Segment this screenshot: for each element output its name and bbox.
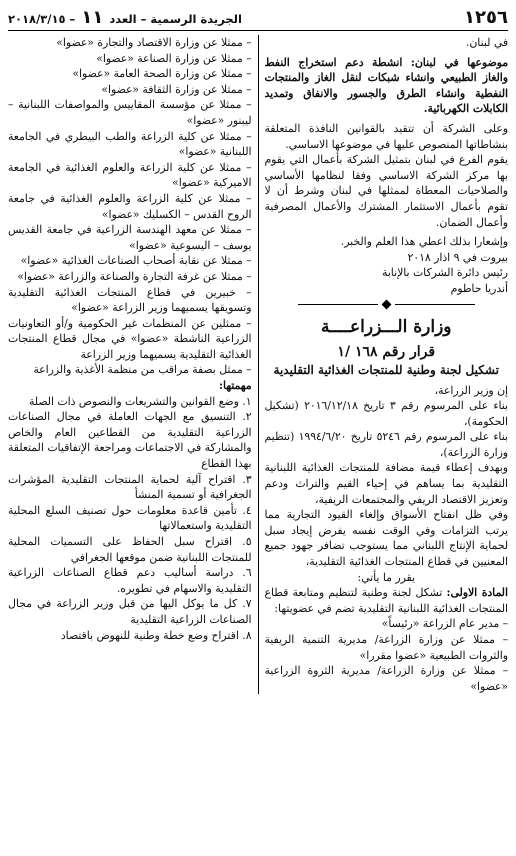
member-item: – ممثلا عن غرفة التجارة والصناعة والزراعة «عضوا»: [17, 269, 252, 283]
journal-header: [8, 7, 242, 28]
article-1-text: تشكل لجنة وطنية لتنظيم ومتابعة قطاع المنتجات الغذائية اللبنانية التقليدية تضم في عضويتها:: [264, 586, 508, 615]
branch-text: يقوم الفرع في لبنان بتمثيل الشركة بأعمال التي يقوم بها مركز الشركة الاساسي وفقا لنظامها الأساسي والصلاحيات المعطاة لممثلها في لبنان وشرط أن لا تقوم بأعمال الاستثمار المشترك والأعمال المصرفية وأعمال الضمان.: [264, 153, 508, 229]
article-1: [265, 585, 509, 616]
member-item: – ممثلا عن مؤسسة المقاييس والمواصفات اللبنانية – ليبنور «عضوا»: [8, 98, 252, 127]
ornament-diamond: [381, 299, 391, 309]
sign-place-date: بيروت في ٩ اذار ٢٠١٨: [407, 250, 508, 264]
member-item: – ممثلا عن وزارة الصحة العامة «عضوا»: [72, 67, 252, 81]
article-1-label: المادة الاولى:: [446, 586, 508, 600]
basis-markets: وفي ظل انفتاح الأسواق وإلغاء القيود التجارية مما يرتب التزامات وفي الوقت نفسه يفرض إيجاد سبل لحماية الإنتاج اللبناني مما يستوجب تضافر جهود جميع المعنيين في قطاع المنتجات الغذائية التقليدية،: [264, 508, 508, 569]
issue-number: ١١: [81, 7, 104, 28]
obligations-text: وعلى الشركة أن تتقيد بالقوانين النافذة المتعلقة بنشاطاتها المنصوص عليها في موضوعها الاساسي.: [264, 121, 508, 151]
task-item: ٢. التنسيق مع الجهات العاملة في مجال الصناعات الزراعية التقليدية من القطاعين العام والخاص والمشاركة في الاجتماعات ومراجعة الإتفاقيات المتعلقة بهذا القطاع: [8, 410, 252, 471]
minister-line: إن وزير الزراعة،: [434, 383, 508, 397]
subject-text: انشطة دعم استخراج النفط والغاز الطبيعي وانشاء شبكات لنقل الغاز والمنتجات النفطية وانشاء الطرق والجسور والانفاق وتمديد الكابلات الكهربائية.: [264, 55, 508, 116]
column-divider: [258, 35, 259, 694]
task-item: ١. وضع القوانين والتشريعات والنصوص ذات الصلة: [28, 394, 252, 408]
member-item: – ممثلا عن معهد الهندسة الزراعية في جامعة القديس يوسف – اليسوعية «عضوا»: [8, 223, 252, 252]
issue-date: – ٢٠١٨/٣/١٥: [8, 12, 76, 26]
member-item: – ممثلا عن كلية الزراعة والعلوم الغذائية في جامعة الروح القدس – الكسليك «عضوا»: [8, 191, 252, 221]
member-item: – مدير عام الزراعة «رئيساً»: [381, 617, 508, 631]
sign-name: أندريا حاطوم: [450, 281, 508, 295]
task-item: ٦. دراسة أساليب دعم قطاع الصناعات الزراعية التقليدية والاسهام في تطويره.: [8, 566, 252, 595]
member-item: – ممثلا عن وزارة الصناعة «عضوا»: [96, 51, 252, 65]
company-subject: [265, 55, 509, 117]
basis-goal: وبهدف إعطاء قيمة مضافة للمنتجات الغذائية اللبنانية التقليدية بما يساهم في إحياء القيم والتراث ودعم وتعزيز الاقتصاد الريفي والمجتمعات الريفية،: [264, 461, 508, 506]
columns: [8, 35, 508, 694]
member-item: – ممثلا عن كلية الزراعة والطب البيطري في الجامعة اللبنانية «عضوا»: [8, 129, 252, 159]
notice-text: وإشعارا بذلك اعطي هذا العلم والخبر.: [340, 235, 508, 249]
member-item: – ممثلا عن نقابة أصحاب الصناعات الغذائية «عضوا»: [20, 254, 252, 268]
basis-decree-2: بناء على المرسوم رقم ٥٢٤٦ تاريخ ١٩٩٤/٦/٢٠ (تنظيم وزارة الزراعة)،: [264, 430, 508, 459]
separator-ornament: [265, 301, 509, 308]
subject-label: موضوعها في لبنان:: [410, 55, 508, 69]
intro-text: في لبنان.: [465, 36, 508, 49]
task-item: ٤. تأمين قاعدة معلومات حول تصنيف السلع المحلية التقليدية واستعمالاتها: [8, 503, 252, 533]
decision-number: قرار رقم ١٦٨ /١: [337, 343, 436, 360]
ornament-line: [298, 304, 378, 305]
page-header: [8, 6, 508, 31]
decision-title: تشكيل لجنة وطنية للمنتجات الغذائية التقليدية: [273, 362, 499, 377]
sign-title: رئيس دائرة الشركات بالإنابة: [382, 266, 508, 280]
task-item: ٣. اقتراح آلية لحماية المنتجات التقليدية المؤشرات الجغرافية أو تسمية المنشأ: [8, 472, 252, 502]
journal-name: الجريدة الرسمية – العدد: [109, 12, 242, 26]
right-column: [265, 35, 509, 694]
ornament-line: [395, 304, 475, 305]
member-item: – ممثلا عن وزارة الثقافة «عضوا»: [101, 82, 252, 96]
left-column: [8, 35, 252, 694]
member-item: – ممثلا عن وزارة الزراعة/ مديرية التنمية الريفية والثروات الطبيعية «عضوا مقررا»: [264, 633, 508, 662]
basis-decree-1: بناء على المرسوم رقم ٣ تاريخ ٢٠١٦/١٢/١٨ (تشكيل الحكومة)،: [264, 399, 508, 428]
member-item: – خبيرين في قطاع المنتجات الغذائية التقليدية وتسويقها يسميهما وزير الزراعة «عضوا»: [8, 285, 252, 315]
member-item: – ممثلا عن كلية الزراعة والعلوم الغذائية في الجامعة الاميركية «عضوا»: [8, 160, 252, 190]
member-item: – ممثلا عن وزارة الزراعة/ مديرية الثروة الزراعية «عضوا»: [264, 664, 508, 693]
page-number: ١٢٥٦: [464, 7, 508, 28]
ministry-title: وزارة الـــزراعــــة: [320, 316, 452, 337]
member-item: – ممثل بصفة مراقب من منظمة الأغذية والزراعة: [33, 363, 252, 377]
member-item: – ممثلين عن المنظمات غير الحكومية و/أو التعاونيات الزراعية الناشطة «عضوا» في مجال قطاع المنتجات الغذائية التقليدية يسميهما وزير الزراعة: [8, 316, 252, 361]
decides-line: يقرر ما يأتي:: [357, 570, 415, 584]
member-item: – ممثلا عن وزارة الاقتصاد والتجارة «عضوا»: [56, 36, 252, 49]
task-item: ٧. كل ما يوكل اليها من قبل وزير الزراعة في مجال الصناعات الزراعية التقليدية: [8, 597, 252, 626]
task-item: ٨. اقتراح وضع خطة وطنية للنهوض باقتصاد: [60, 628, 252, 642]
task-item: ٥. اقتراح سبل الحفاظ على التسميات المحلية للمنتجات اللبنانية ضمن موقعها الجغرافي: [8, 535, 252, 564]
tasks-label: مهمتها:: [218, 379, 252, 393]
